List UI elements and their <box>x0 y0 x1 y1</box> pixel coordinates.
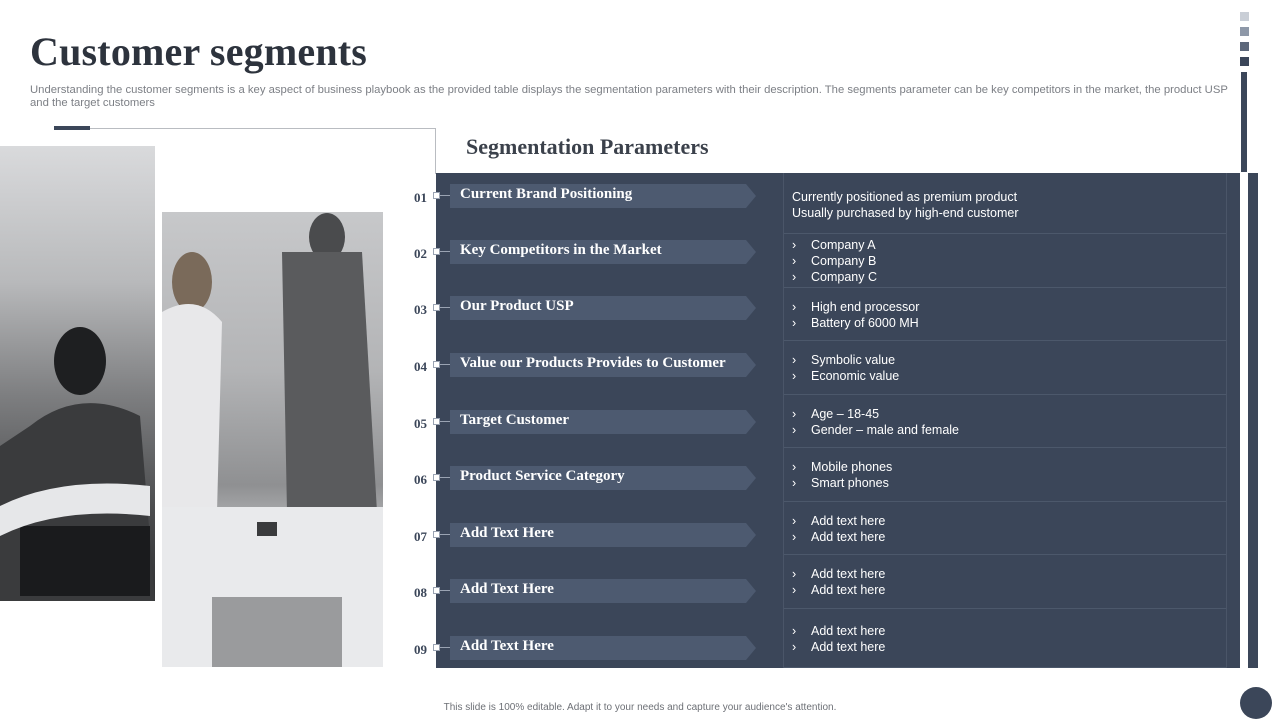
connector-node <box>433 531 440 538</box>
bullet-text: Add text here <box>811 583 886 597</box>
connector-line <box>440 364 450 365</box>
connector-line <box>440 534 450 535</box>
footer-note: This slide is 100% editable. Adapt it to your needs and capture your audience's attention. <box>443 702 837 713</box>
description-bullet <box>792 253 877 269</box>
description-bullet <box>792 623 885 639</box>
bullet-text: Company B <box>811 254 877 268</box>
parameter-number: 01 <box>414 190 427 205</box>
parameter-row <box>405 579 785 603</box>
description-bullets <box>792 566 885 598</box>
bullet-text: Gender – male and female <box>811 423 960 437</box>
parameter-row <box>405 523 785 547</box>
parameter-description <box>784 173 1226 234</box>
accent-dash <box>54 126 90 130</box>
parameter-row <box>405 466 785 490</box>
bullet-text: Mobile phones <box>811 460 893 474</box>
parameter-row <box>405 296 785 320</box>
description-line: Currently positioned as premium product <box>792 190 1018 204</box>
parameter-number: 05 <box>414 416 427 431</box>
chevron-right-icon: › <box>792 254 797 268</box>
right-accent-bar-lower <box>1248 173 1258 668</box>
chevron-right-icon: › <box>792 300 797 314</box>
chevron-right-icon: › <box>792 316 797 330</box>
parameter-number: 06 <box>414 472 427 487</box>
square-1 <box>1240 12 1249 21</box>
description-bullet <box>792 368 899 384</box>
parameter-description <box>784 609 1226 668</box>
frame-line <box>90 128 436 129</box>
chevron-right-icon: › <box>792 238 797 252</box>
parameter-label: Add Text Here <box>460 525 554 541</box>
chevron-right-icon: › <box>792 640 797 654</box>
description-bullet <box>792 406 959 422</box>
parameter-label: Value our Products Provides to Customer <box>460 355 726 371</box>
chevron-right-icon: › <box>792 369 797 383</box>
chevron-right-icon: › <box>792 407 797 421</box>
parameter-description <box>784 234 1226 288</box>
chevron-right-icon: › <box>792 624 797 638</box>
description-bullets <box>792 459 892 491</box>
bullet-text: Economic value <box>811 369 900 383</box>
photo-team-left <box>0 146 155 601</box>
connector-line <box>440 195 450 196</box>
bullet-text: Add text here <box>811 530 886 544</box>
connector-line <box>440 421 450 422</box>
parameter-row <box>405 410 785 434</box>
connector-node <box>433 192 440 199</box>
description-bullet <box>792 513 885 529</box>
photo-team-right <box>162 212 383 667</box>
chevron-right-icon: › <box>792 353 797 367</box>
description-bullet <box>792 582 885 598</box>
bullet-text: Smart phones <box>811 476 889 490</box>
description-bullets <box>792 299 919 331</box>
photo-team-left-art <box>0 146 155 601</box>
chevron-right-icon: › <box>792 423 797 437</box>
parameter-number: 04 <box>414 359 427 374</box>
parameter-row <box>405 636 785 660</box>
bullet-text: Add text here <box>811 640 886 654</box>
chevron-right-icon: › <box>792 530 797 544</box>
slide-subtitle: Understanding the customer segments is a key aspect of business playbook as the provided table displays the segmentation parameters with their description. The segments parameter can be key competitors in the market, the product USP and the target customers <box>30 84 1228 109</box>
parameter-description <box>784 395 1226 448</box>
bullet-text: High end processor <box>811 300 920 314</box>
connector-node <box>433 644 440 651</box>
bullet-text: Symbolic value <box>811 353 896 367</box>
description-bullet <box>792 315 919 331</box>
corner-circle <box>1240 687 1272 719</box>
chevron-right-icon: › <box>792 583 797 597</box>
description-bullets <box>792 352 899 384</box>
chevron-right-icon: › <box>792 514 797 528</box>
connector-node <box>433 361 440 368</box>
description-bullet <box>792 422 959 438</box>
square-3 <box>1240 42 1249 51</box>
frame-line-vertical <box>435 128 436 174</box>
connector-node <box>433 304 440 311</box>
chevron-right-icon: › <box>792 567 797 581</box>
bullet-text: Battery of 6000 MH <box>811 316 919 330</box>
connector-line <box>440 251 450 252</box>
parameter-label: Key Competitors in the Market <box>460 242 662 258</box>
parameter-number: 02 <box>414 246 427 261</box>
photo-team-right-art <box>162 212 383 667</box>
parameter-description <box>784 288 1226 341</box>
slide-title: Customer segments <box>30 29 368 74</box>
parameter-description <box>784 448 1226 502</box>
bullet-text: Company C <box>811 270 877 284</box>
parameter-label: Our Product USP <box>460 298 574 314</box>
chevron-right-icon: › <box>792 270 797 284</box>
description-bullet <box>792 639 885 655</box>
connector-line <box>440 477 450 478</box>
chevron-right-icon: › <box>792 460 797 474</box>
description-line: Usually purchased by high-end customer <box>792 206 1019 220</box>
parameter-label: Product Service Category <box>460 468 625 484</box>
description-bullets <box>792 406 959 438</box>
bullet-text: Age – 18-45 <box>811 407 880 421</box>
connector-line <box>440 647 450 648</box>
description-bullet <box>792 459 892 475</box>
bullet-text: Add text here <box>811 514 886 528</box>
bullet-text: Company A <box>811 238 876 252</box>
parameter-label: Current Brand Positioning <box>460 186 633 202</box>
description-bullet <box>792 529 885 545</box>
parameter-row <box>405 353 785 377</box>
description-bullet <box>792 269 877 285</box>
right-accent-bar <box>1241 72 1247 172</box>
description-bullets <box>792 623 885 655</box>
description-bullet <box>792 237 877 253</box>
square-2 <box>1240 27 1249 36</box>
parameter-row <box>405 184 785 208</box>
connector-node <box>433 587 440 594</box>
parameter-description <box>784 502 1226 555</box>
parameter-description <box>784 341 1226 395</box>
bullet-text: Add text here <box>811 567 886 581</box>
chevron-right-icon: › <box>792 476 797 490</box>
connector-line <box>440 590 450 591</box>
description-bullets <box>792 513 885 545</box>
description-bullet <box>792 299 919 315</box>
parameter-label: Add Text Here <box>460 638 554 654</box>
parameter-number: 03 <box>414 302 427 317</box>
description-bullet <box>792 566 885 582</box>
connector-node <box>433 418 440 425</box>
connector-node <box>433 474 440 481</box>
parameter-number: 09 <box>414 642 427 657</box>
decorative-squares <box>1240 12 1249 72</box>
connector-node <box>433 248 440 255</box>
parameter-number: 08 <box>414 585 427 600</box>
parameter-number: 07 <box>414 529 427 544</box>
connector-line <box>440 307 450 308</box>
parameter-description <box>784 555 1226 609</box>
section-title: Segmentation Parameters <box>466 134 709 159</box>
bullet-text: Add text here <box>811 624 886 638</box>
description-bullet <box>792 475 892 491</box>
description-bullets <box>792 237 877 285</box>
parameter-row <box>405 240 785 264</box>
square-4 <box>1240 57 1249 66</box>
parameter-label: Add Text Here <box>460 581 554 597</box>
description-bullet <box>792 352 899 368</box>
parameter-label: Target Customer <box>460 412 570 428</box>
